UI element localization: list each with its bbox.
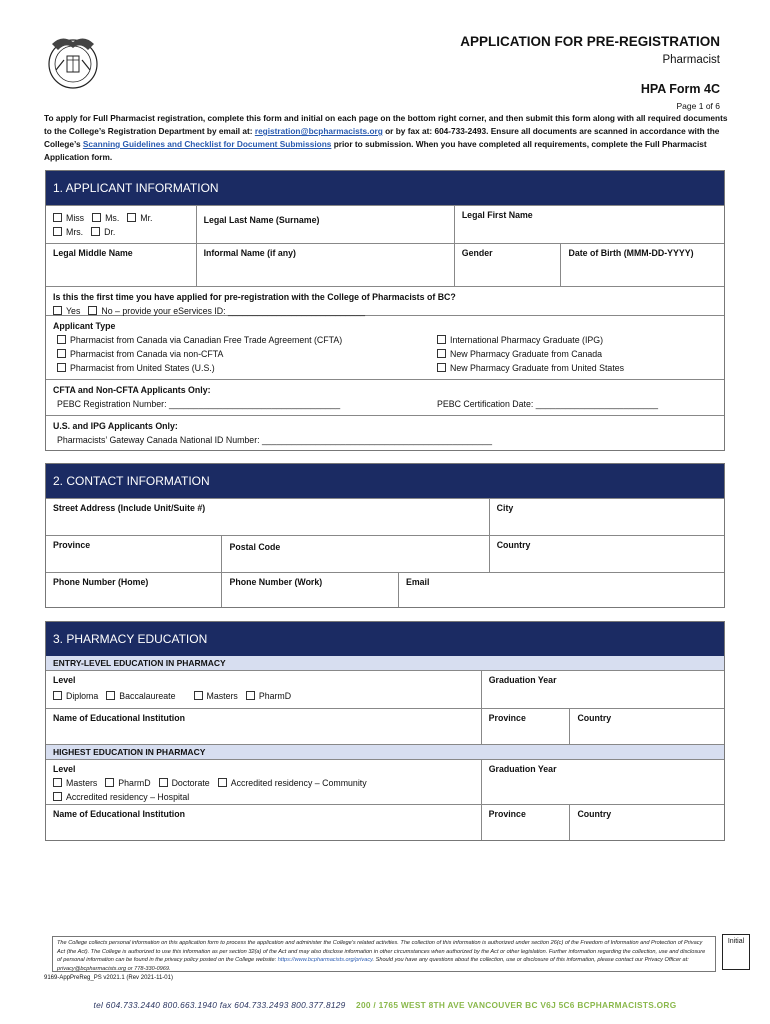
informal-name-field[interactable]: Informal Name (if any) (196, 244, 454, 286)
dr-checkbox[interactable] (91, 227, 100, 236)
entry-level-options (46, 671, 481, 708)
option-label: Diploma (66, 691, 99, 701)
option-label: Baccalaureate (119, 691, 176, 701)
footer-phone-fax: tel 604.733.2440 800.663.1940 fax 604.733.2493 800.377.8129 (93, 1000, 346, 1010)
section-heading: 3. PHARMACY EDUCATION (46, 622, 724, 656)
option-label: Accredited residency – Community (230, 778, 367, 788)
residency-community-checkbox[interactable] (218, 778, 227, 787)
applicant-type-label: Applicant Type (53, 321, 116, 331)
new-grad-us-checkbox[interactable] (437, 363, 446, 372)
option-label: Miss (66, 213, 85, 223)
option-label: Masters (206, 691, 238, 701)
mrs-checkbox[interactable] (53, 227, 62, 236)
option-label: International Pharmacy Graduate (IPG) (450, 335, 604, 345)
option-label: Accredited residency – Hospital (66, 792, 190, 802)
ipg-checkbox[interactable] (437, 335, 446, 344)
diploma-checkbox[interactable] (53, 691, 62, 700)
applicant-type-group (46, 316, 724, 379)
initial-box[interactable]: Initial (722, 934, 750, 970)
option-label: Dr. (104, 227, 116, 237)
intro-text: To apply for Full Pharmacist registration, complete this form and initial on each page on the bottom right corner, and then submit this form along with all required documents to the College’s Registration Department by email at: (44, 113, 728, 136)
gateway-id-field[interactable]: Pharmacists’ Gateway Canada National ID Number: _______________________________________________ (57, 435, 492, 445)
highest-masters-checkbox[interactable] (53, 778, 62, 787)
ms-checkbox[interactable] (92, 213, 101, 222)
option-label: Ms. (105, 213, 120, 223)
email-field[interactable]: Email (398, 573, 724, 607)
highest-province-field[interactable]: Province (481, 805, 570, 840)
highest-pharmd-checkbox[interactable] (105, 778, 114, 787)
pebc-certification-date-field[interactable]: PEBC Certification Date: _________________________ (437, 399, 659, 409)
option-label: Pharmacist from Canada via Canadian Free Trade Agreement (CFTA) (70, 335, 343, 345)
yes-checkbox[interactable] (53, 306, 62, 315)
pharmacy-education-section (45, 621, 725, 841)
city-field[interactable]: City (489, 499, 724, 535)
highest-education-heading: HIGHEST EDUCATION IN PHARMACY (46, 744, 724, 759)
us-ipg-heading: U.S. and IPG Applicants Only: (53, 421, 178, 431)
registration-email-link[interactable]: registration@bcpharmacists.org (254, 126, 383, 136)
non-cfta-checkbox[interactable] (57, 349, 66, 358)
entry-province-field[interactable]: Province (481, 709, 570, 744)
phone-home-field[interactable]: Phone Number (Home) (53, 577, 149, 587)
pebc-registration-field[interactable]: PEBC Registration Number: ___________________________________ (57, 399, 341, 409)
pharmd-checkbox[interactable] (246, 691, 255, 700)
highest-level-options (46, 760, 481, 804)
form-subtitle: Pharmacist (662, 54, 720, 66)
postal-code-field[interactable]: Postal Code (221, 536, 488, 572)
date-of-birth-field[interactable]: Date of Birth (MMM-DD-YYYY) (560, 244, 724, 286)
contact-information-section (45, 463, 725, 608)
entry-country-field[interactable]: Country (569, 709, 724, 744)
option-label: Masters (66, 778, 98, 788)
page-number: Page 1 of 6 (676, 101, 720, 111)
footer-contacts (90, 1000, 680, 1010)
us-pharmacist-checkbox[interactable] (57, 363, 66, 372)
masters-checkbox[interactable] (194, 691, 203, 700)
intro-instructions (44, 112, 734, 164)
college-crest-logo (42, 30, 104, 92)
first-time-question (46, 287, 724, 315)
privacy-notice (52, 936, 716, 972)
option-label: Mrs. (66, 227, 84, 237)
cfta-heading: CFTA and Non-CFTA Applicants Only: (53, 385, 211, 395)
option-label: PharmD (258, 691, 292, 701)
cfta-checkbox[interactable] (57, 335, 66, 344)
highest-country-field[interactable]: Country (569, 805, 724, 840)
country-field[interactable]: Country (489, 536, 724, 572)
intro-text: or by fax at: 604-733-2493. Ensure all documents are scanned in accordance with the College’s (44, 126, 720, 149)
first-name-field[interactable]: Legal First Name (454, 206, 724, 243)
street-address-field[interactable]: Street Address (Include Unit/Suite #) (53, 503, 206, 513)
mr-checkbox[interactable] (127, 213, 136, 222)
privacy-text: The College collects personal information on this application form to process the application and administer the College's related activities. The collection of this information is authorized under section 26(c) of the Freedom of Information and Protection of Privacy Act (the Act). The College is authorized to use this information as per section 32(a) of the Act and may also disclose information in other circumstances when authorized by the Act or other legislation. Further information regarding the collection, use and disclosure of personal information can be found in the privacy policy posted on the College website: (57, 940, 706, 964)
new-grad-canada-checkbox[interactable] (437, 349, 446, 358)
scanning-guidelines-link[interactable]: Scanning Guidelines and Checklist for Document Submissions (82, 139, 332, 149)
level-label: Level (53, 764, 76, 774)
no-checkbox[interactable] (88, 306, 97, 315)
last-name-field[interactable]: Legal Last Name (Surname) (196, 206, 454, 243)
option-label: New Pharmacy Graduate from United States (450, 363, 625, 373)
cfta-applicants-block (46, 380, 724, 415)
province-field[interactable]: Province (53, 540, 91, 550)
section-heading: 2. CONTACT INFORMATION (46, 464, 724, 498)
option-label: Doctorate (171, 778, 210, 788)
form-name: HPA Form 4C (640, 82, 720, 96)
miss-checkbox[interactable] (53, 213, 62, 222)
privacy-text: . Should you have any questions about the collection, use or disclosure of this information, please contact our Privacy Officer at: privacy@bcpharmacists.org or 778-330-0969. (57, 957, 689, 972)
option-label: New Pharmacy Graduate from Canada (450, 349, 603, 359)
section-heading: 1. APPLICANT INFORMATION (46, 171, 724, 205)
phone-work-field[interactable]: Phone Number (Work) (221, 573, 397, 607)
us-ipg-applicants-block (46, 416, 724, 450)
option-label: PharmD (118, 778, 151, 788)
entry-level-heading: ENTRY-LEVEL EDUCATION IN PHARMACY (46, 656, 724, 670)
footer-address: 200 / 1765 WEST 8TH AVE VANCOUVER BC V6J 5C6 BCPHARMACISTS.ORG (356, 1000, 677, 1010)
applicant-information-section (45, 170, 725, 451)
option-label: Yes (66, 306, 81, 316)
gender-field[interactable]: Gender (454, 244, 561, 286)
level-label: Level (53, 675, 76, 685)
highest-graduation-year-field[interactable]: Graduation Year (481, 760, 724, 804)
middle-name-field[interactable]: Legal Middle Name (53, 248, 133, 258)
option-label: Pharmacist from Canada via non-CFTA (70, 349, 224, 359)
title-options (46, 206, 196, 243)
option-label: No – provide your eServices ID: ____________________________ (101, 306, 365, 316)
entry-graduation-year-field[interactable]: Graduation Year (481, 671, 724, 708)
privacy-policy-link[interactable]: https://www.bcpharmacists.org/privacy (277, 957, 373, 964)
question-text: Is this the first time you have applied for pre-registration with the College of Pharmacists of BC? (53, 292, 456, 302)
baccalaureate-checkbox[interactable] (106, 691, 115, 700)
entry-institution-field[interactable]: Name of Educational Institution (53, 713, 185, 723)
highest-institution-field[interactable]: Name of Educational Institution (53, 809, 185, 819)
option-label: Mr. (140, 213, 153, 223)
form-code: 9169-AppPreReg_PS v2021.1 (Rev 2021-11-01) (44, 975, 173, 981)
residency-hospital-checkbox[interactable] (53, 792, 62, 801)
option-label: Pharmacist from United States (U.S.) (70, 363, 215, 373)
form-title: APPLICATION FOR PRE-REGISTRATION (460, 34, 720, 49)
doctorate-checkbox[interactable] (159, 778, 168, 787)
intro-text: prior to submission. When you have completed all requirements, complete the Full Pharmacist Application form. (44, 139, 707, 162)
